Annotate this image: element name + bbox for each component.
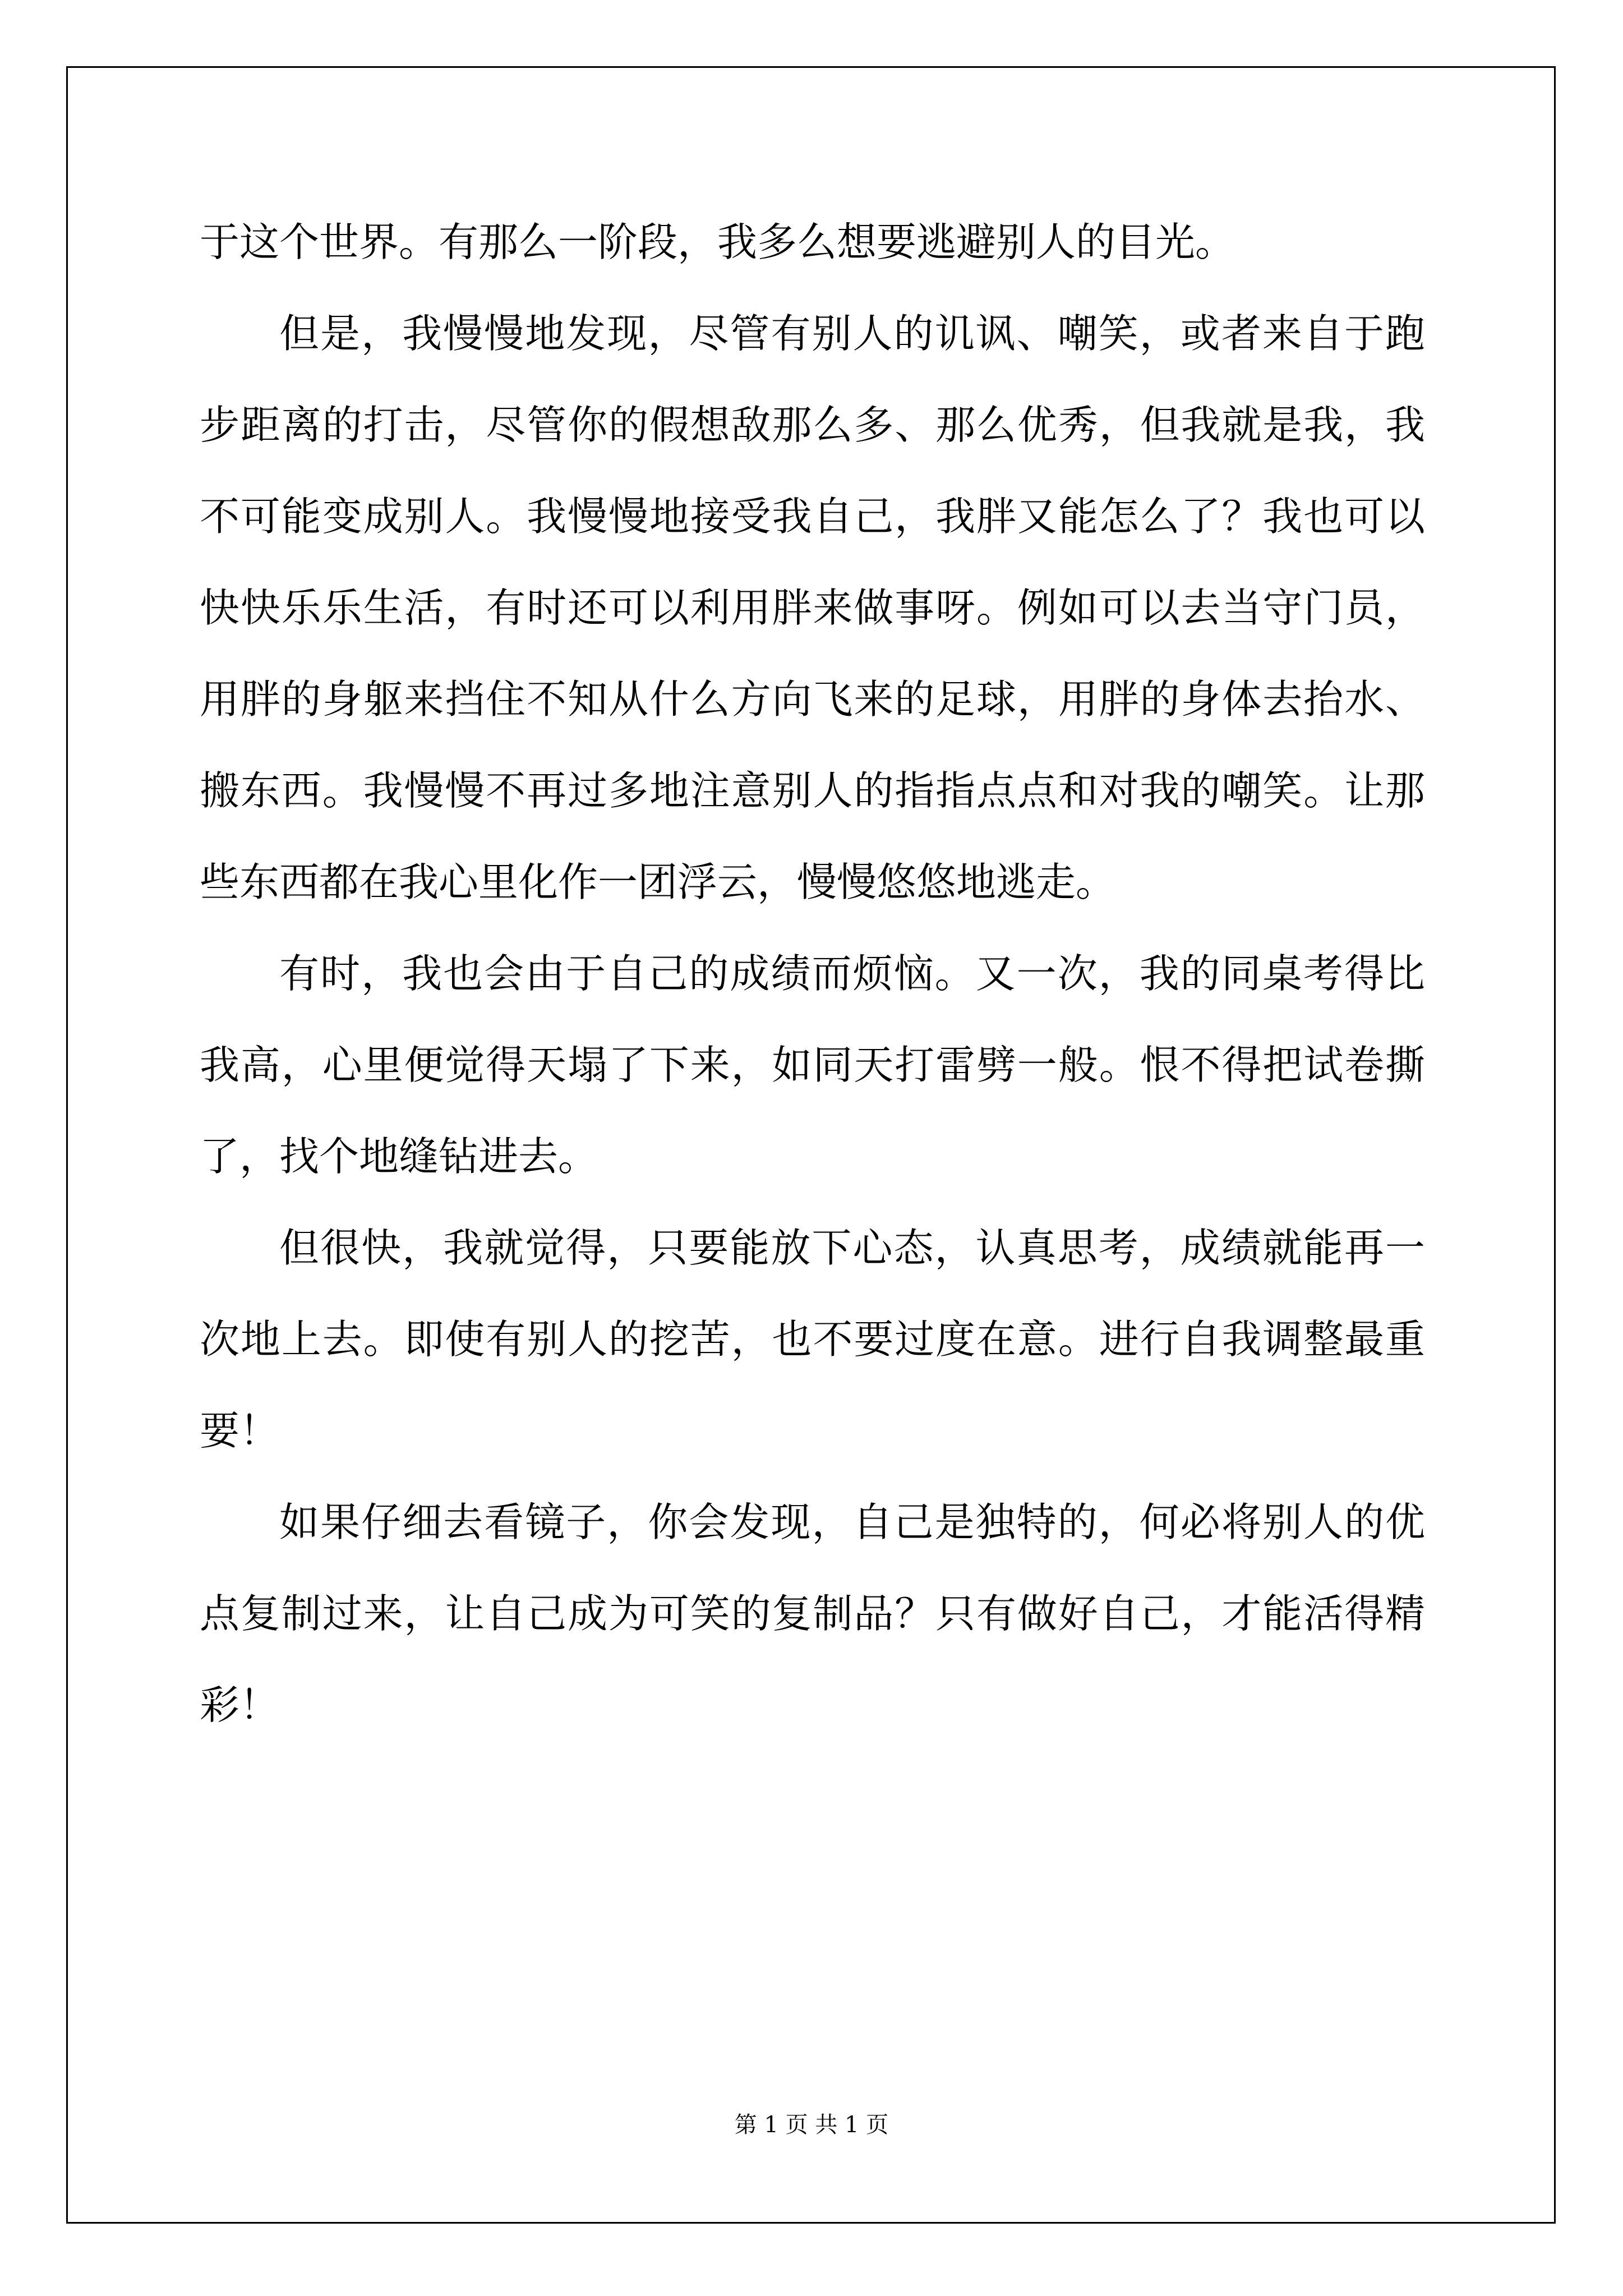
- paragraph-1: 于这个世界。有那么一阶段，我多么想要逃避别人的目光。: [200, 219, 1235, 265]
- document-body: [200, 196, 1425, 1751]
- page-footer: 第 1 页 共 1 页: [734, 2112, 889, 2138]
- paragraph-5: 如果仔细去看镜子，你会发现，自己是独特的，何必将别人的优点复制过来，让自己成为可笑的复制品？只有做好自己，才能活得精彩！: [200, 1499, 1425, 1728]
- paragraph-4: 但很快，我就觉得，只要能放下心态，认真思考，成绩就能再一次地上去。即使有别人的挖苦，也不要过度在意。进行自我调整最重要！: [200, 1225, 1425, 1454]
- paragraph-2: 但是，我慢慢地发现，尽管有别人的讥讽、嘲笑，或者来自于跑步距离的打击，尽管你的假想敌那么多、那么优秀，但我就是我，我不可能变成别人。我慢慢地接受我自己，我胖又能怎么了？我也可以快快乐乐生活，有时还可以利用胖来做事呀。例如可以去当守门员，用胖的身躯来挡住不知从什么方向飞来的足球，用胖的身体去抬水、搬东西。我慢慢不再过多地注意别人的指指点点和对我的嘲笑。让那些东西都在我心里化作一团浮云，慢慢悠悠地逃走。: [200, 310, 1425, 905]
- paragraph-3: 有时，我也会由于自己的成绩而烦恼。又一次，我的同桌考得比我高，心里便觉得天塌了下来，如同天打雷劈一般。恨不得把试卷撕了，找个地缝钻进去。: [200, 950, 1425, 1180]
